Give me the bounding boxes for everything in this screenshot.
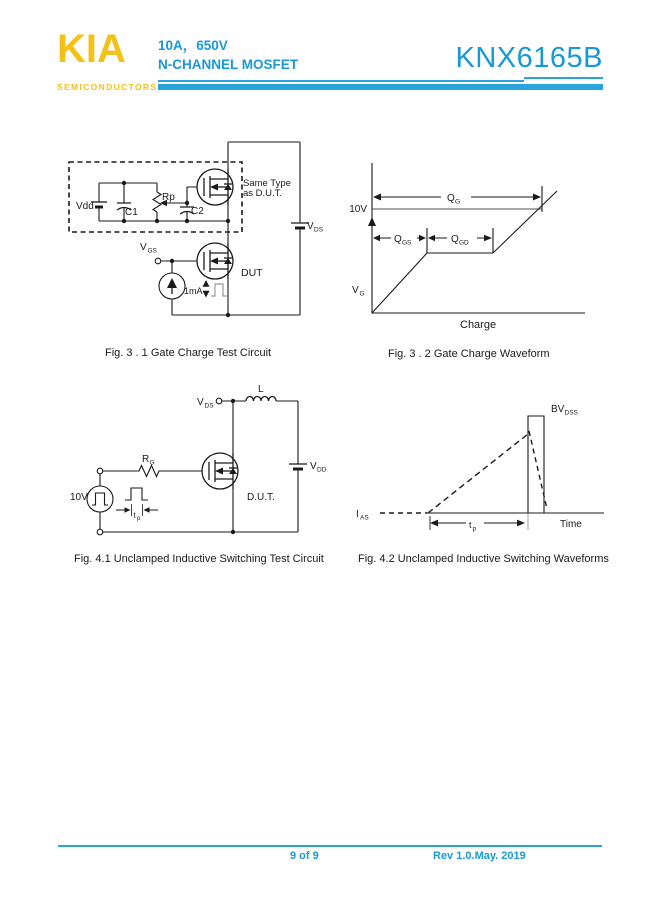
label-charge-axis: Charge <box>460 319 497 331</box>
label-time-axis: Time <box>560 519 582 530</box>
label-same-type-2: as D.U.T. <box>243 188 283 199</box>
label-ias-sub: AS <box>360 514 369 522</box>
fig-4-1-circuit-diagram <box>60 380 330 545</box>
mosfet-dut <box>202 453 238 489</box>
label-qgs: Q <box>394 234 402 245</box>
footer-rule <box>58 845 602 847</box>
label-rp: Rp <box>162 192 175 203</box>
label-vds: V <box>197 397 204 408</box>
inductor-coil <box>246 397 276 402</box>
gate-input-terminal <box>97 468 103 474</box>
label-vdd: V <box>310 461 317 472</box>
label-vdd-sub: DD <box>317 466 327 474</box>
label-ias: I <box>356 509 359 520</box>
pulse-glyph <box>211 284 227 296</box>
fig-3-2-caption: Fig. 3 . 2 Gate Charge Waveform <box>388 348 550 360</box>
label-vgs-sub: GS <box>147 247 157 255</box>
bvdss-voltage-pulse <box>528 416 544 513</box>
label-vg: V <box>352 285 359 296</box>
label-same-type-1: Same Type <box>243 178 291 189</box>
current-rise-dashed <box>428 434 528 513</box>
label-tp-sub: p <box>472 525 477 533</box>
axis-up-arrowhead <box>368 217 376 226</box>
ground-terminal <box>97 529 103 535</box>
label-qgs-sub: GS <box>402 239 412 247</box>
label-qgd: Q <box>451 234 459 245</box>
page-number: 9 of 9 <box>290 850 319 862</box>
mosfet-same-type <box>197 169 233 205</box>
label-vg-sub: G <box>359 290 365 298</box>
label-10v: 10V <box>70 492 88 503</box>
label-c1: C1 <box>125 207 138 218</box>
device-type: N-CHANNEL MOSFET <box>158 57 298 72</box>
label-c2: C2 <box>191 206 204 217</box>
resistor-rg <box>136 466 164 477</box>
header-rule-thick <box>158 84 603 90</box>
fig-4-2-caption: Fig. 4.2 Unclamped Inductive Switching Waveforms <box>358 553 609 565</box>
label-bvdss-sub: DSS <box>564 409 578 417</box>
vgs-terminal <box>155 258 161 264</box>
label-inductor: L <box>258 384 264 395</box>
header-rule-thin-left <box>158 80 524 82</box>
up-arrow-icon <box>203 280 210 287</box>
label-vds-sub: DS <box>204 402 214 410</box>
label-dut: DUT <box>241 267 263 279</box>
label-bvdss: BV <box>551 404 565 415</box>
pulse-glyph <box>125 488 148 500</box>
mosfet-dut <box>197 243 233 279</box>
label-vds-sub: DS <box>314 226 324 234</box>
fig-4-1-caption: Fig. 4.1 Unclamped Inductive Switching Test Circuit <box>74 553 324 565</box>
label-qg: Q <box>447 193 455 204</box>
label-rg-sub: G <box>149 459 155 467</box>
label-tp-sub: p <box>137 516 141 522</box>
header-rule-thin-right <box>524 77 603 79</box>
fig-3-1-circuit-diagram <box>60 130 340 335</box>
down-arrow-icon <box>203 291 210 298</box>
label-qg-sub: G <box>455 198 461 206</box>
label-10v: 10V <box>349 204 367 215</box>
label-rg: R <box>142 454 150 465</box>
pulse-voltage-source <box>87 486 113 512</box>
revision-label: Rev 1.0.May. 2019 <box>433 850 526 862</box>
logo-subtitle: SEMICONDUCTORS <box>57 82 158 92</box>
part-number: KNX6165B <box>455 42 603 74</box>
fig-3-2-waveform-diagram <box>345 150 600 340</box>
device-rating: 10A，650V <box>158 38 228 53</box>
label-vgs: V <box>140 242 147 253</box>
label-dut: D.U.T. <box>247 492 275 503</box>
fig-3-1-caption: Fig. 3 . 1 Gate Charge Test Circuit <box>105 347 272 359</box>
kia-logo: KIA <box>57 27 126 71</box>
current-source-1ma <box>159 273 185 299</box>
label-tp: t <box>469 520 472 530</box>
resistor-rp <box>153 192 161 212</box>
label-vdd: Vdd <box>76 201 94 212</box>
vds-terminal <box>216 398 222 404</box>
waveform-shapes <box>380 416 604 530</box>
label-vds: V <box>307 221 314 232</box>
label-qgd-sub: GD <box>459 239 469 247</box>
circuit-wires <box>87 397 307 535</box>
label-tp: t <box>133 511 136 520</box>
waveform-labels <box>349 193 496 331</box>
fig-4-2-waveform-diagram <box>345 395 605 540</box>
label-1ma: 1mA <box>184 286 203 296</box>
device-summary <box>158 36 298 74</box>
